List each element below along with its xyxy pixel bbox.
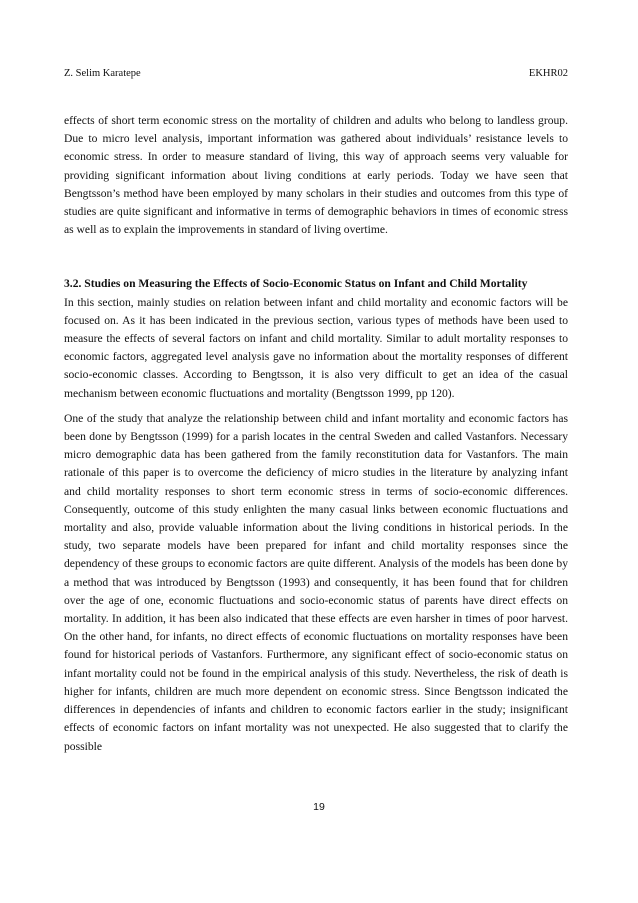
body-paragraph-2: In this section, mainly studies on relation between infant and child mortality and economic factors will be focused on. As it has been indicated in the previous section, various types of methods have been used to measure the effects of several factors on infant and child mortality. Similar to adult mortality responses to economic factors, aggregated level analysis gave no information about the mortality responses of different socio-economic classes. According to Bengtsson, it is also very difficult to get an idea of the casual mechanism between economic fluctuations and mortality (Bengtsson 1999, pp 120). <box>64 295 568 400</box>
page-body <box>64 112 568 756</box>
body-paragraph-3: One of the study that analyze the relationship between child and infant mortality and economic factors has been done by Bengtsson (1999) for a parish locates in the central Sweden and called Vastanfors. Necessary micro demographic data has been gathered from the family reconstitution data for Vastanfors. The main rationale of this paper is to overcome the deficiency of micro studies in the literature by analyzing infant and child mortality responses to short term economic stress in terms of socio-economic differences. Consequently, outcome of this study enlighten the many casual links between economic fluctuations and mortality and also, provide valuable information about the living conditions in historical periods. In the study, two separate models have been prepared for infant and child mortality responses since the dependency of these groups to economic factors are quite different. Analysis of the models has been done by a method that was introduced by Bengtsson (1993) and consequently, it has been found that for children over the age of one, economic fluctuations and socio-economic status of parents have direct effects on mortality. In addition, it has been also indicated that these effects are even harsher in times of poor harvest. On the other hand, for infants, no direct effects of economic fluctuations on mortality responses have been found for historical periods of Vastanfors. Furthermore, any significant effect of socio-economic status on infant mortality could not be found in the empirical analysis of this study. Nevertheless, the risk of death is higher for infants, children are much more dependent on economic stress. Since Bengtsson indicated the differences in dependencies of infants and children to economic factors earlier in the study; insignificant effects of economic factors on infant mortality was not unexpected. He also suggested that to clarify the possible <box>64 411 568 753</box>
header-document-code: EKHR02 <box>528 68 568 79</box>
section-heading: 3.2. Studies on Measuring the Effects of Socio-Economic Status on Infant and Child Mortality <box>64 277 528 291</box>
header-author: Z. Selim Karatepe <box>64 68 141 79</box>
page-number: 19 <box>313 801 325 813</box>
body-paragraph-1: effects of short term economic stress on the mortality of children and adults who belong to landless group. Due to micro level analysis, important information was gathered about individuals’ resistance levels to economic stress. In order to measure standard of living, this way of approach seems very valuable for providing significant information about living conditions at early periods. Today we have seen that Bengtsson’s method have been employed by many scholars in their studies and outcomes from this type of studies are quite significant and informative in terms of demographic behaviors in times of economic stress as well as to explain the improvements in standard of living overtime. <box>64 114 568 237</box>
